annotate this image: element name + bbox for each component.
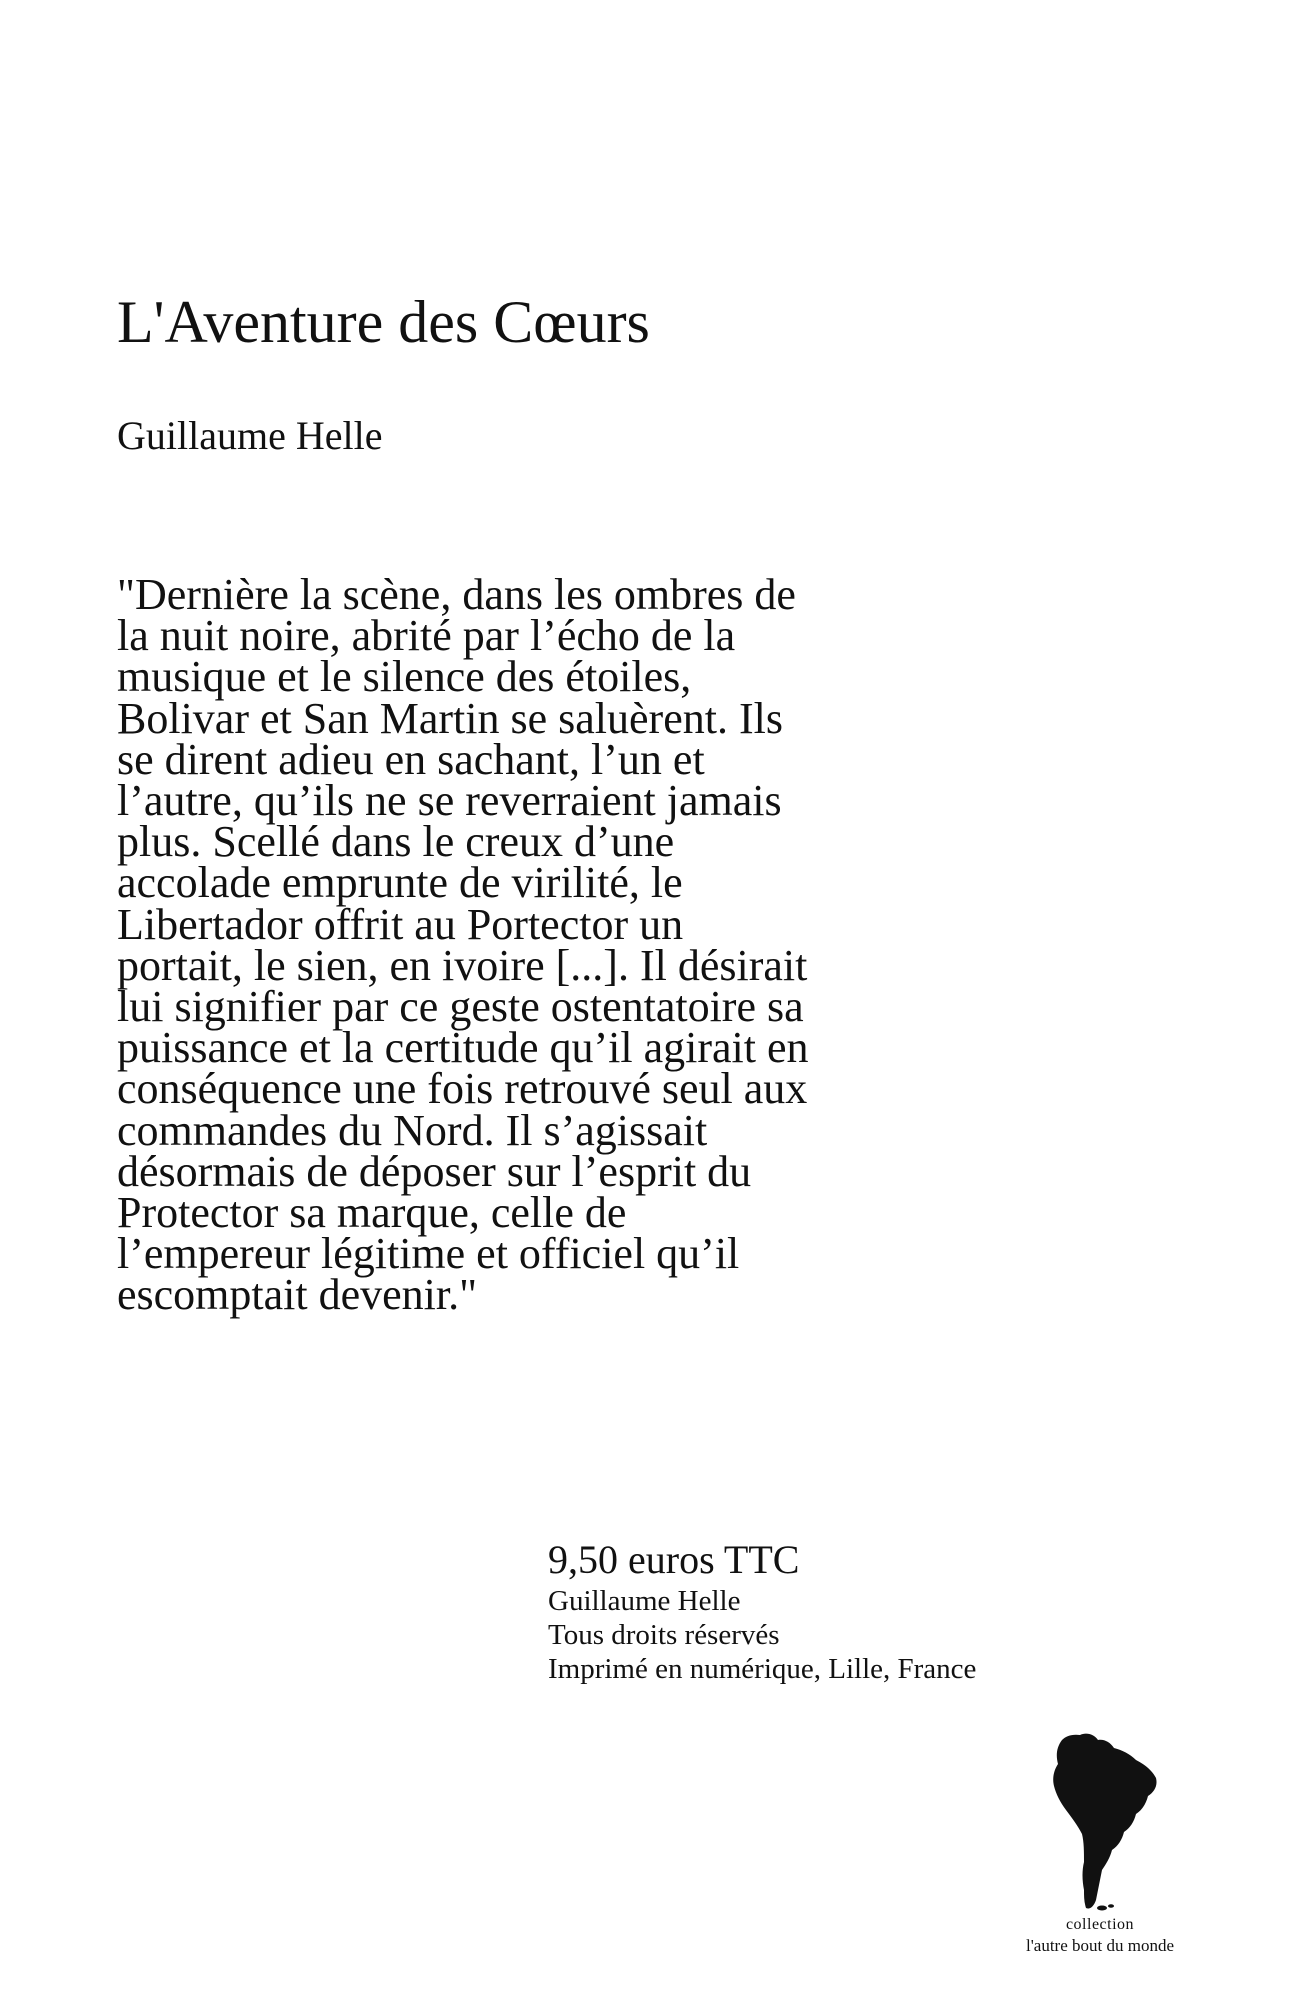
blurb-line: musique et le silence des étoiles, <box>117 652 692 702</box>
blurb-line: puissance et la certitude qu’il agirait en <box>117 1023 809 1073</box>
blurb-line: la nuit noire, abrité par l’écho de la <box>117 611 736 661</box>
collection-logo <box>990 1730 1210 1980</box>
book-author: Guillaume Helle <box>117 413 383 458</box>
logo-collection-label: collection <box>1065 1916 1135 1933</box>
blurb-line: "Dernière la scène, dans les ombres de <box>117 570 796 619</box>
blurb-line: se dirent adieu en sachant, l’un et <box>117 734 705 784</box>
south-america-map-icon <box>1050 1730 1160 1912</box>
blurb-line: l’autre, qu’ils ne se reverraient jamais <box>117 776 782 826</box>
blurb-line: Protector sa marque, celle de <box>117 1188 627 1238</box>
print-location: Imprimé en numérique, Lille, France <box>548 1653 977 1685</box>
blurb-line: plus. Scellé dans le creux d’une <box>117 817 675 867</box>
blurb-line: Bolivar et San Martin se saluèrent. Ils <box>117 693 783 743</box>
imprint-author: Guillaume Helle <box>548 1585 741 1617</box>
blurb-line: lui signifier par ce geste ostentatoire sa <box>117 982 804 1032</box>
back-cover-blurb <box>117 570 977 1320</box>
blurb-line: portait, le sien, en ivoire [...]. Il désirait <box>117 940 808 990</box>
blurb-line: désormais de déposer sur l’esprit du <box>117 1146 752 1196</box>
blurb-line: conséquence une fois retrouvé seul aux <box>117 1064 808 1114</box>
book-title: L'Aventure des Cœurs <box>117 289 650 355</box>
logo-collection-name: l'autre bout du monde <box>1025 1936 1174 1955</box>
imprint-block <box>548 1536 1248 1686</box>
blurb-line: accolade emprunte de virilité, le <box>117 858 683 908</box>
blurb-line: escomptait devenir." <box>117 1270 478 1320</box>
blurb-line: l’empereur légitime et officiel qu’il <box>117 1229 740 1279</box>
rights-notice: Tous droits réservés <box>548 1619 780 1651</box>
blurb-line: commandes du Nord. Il s’agissait <box>117 1105 708 1155</box>
price: 9,50 euros TTC <box>548 1537 800 1582</box>
blurb-line: Libertador offrit au Portector un <box>117 899 684 949</box>
